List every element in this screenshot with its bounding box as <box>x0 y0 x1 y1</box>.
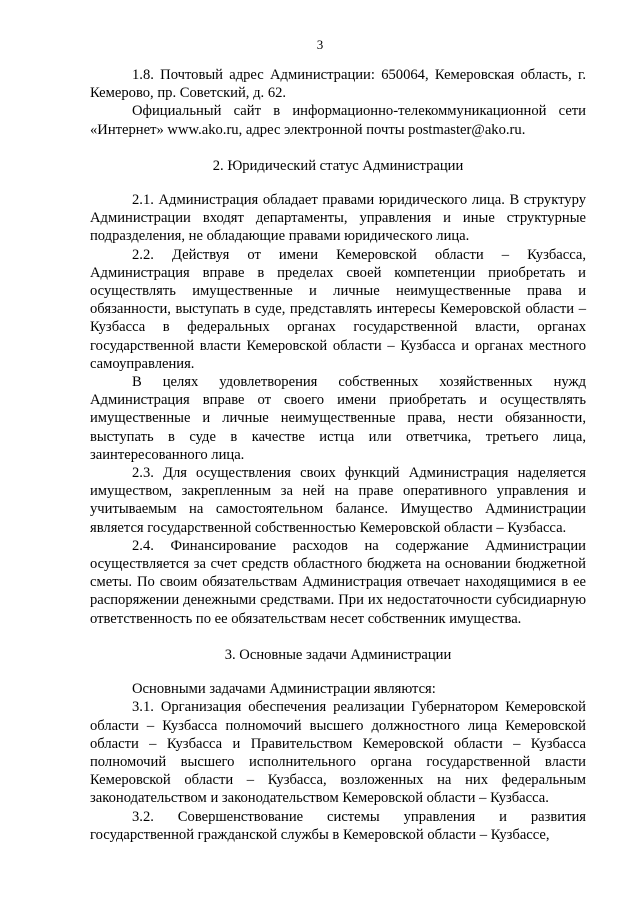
paragraph-website: Официальный сайт в информационно-телекоммуникационной сети «Интернет» www.ako.ru, адрес электронной почты postmaster@ako.ru. <box>90 103 586 138</box>
paragraph-2-3: 2.3. Для осуществления своих функций Администрация наделяется имуществом, закрепленным за ней на праве оперативного управления и учитываемым на самостоятельном балансе. Имущество Администрации является государственной собственностью Кемеровской области – Кузбасса. <box>90 465 586 536</box>
section-heading-main-tasks: 3. Основные задачи Администрации <box>224 646 452 663</box>
page-number: 3 <box>316 37 324 52</box>
paragraph-2-4: 2.4. Финансирование расходов на содержание Администрации осуществляется за счет средств областного бюджета на основании бюджетной сметы. По своим обязательствам Администрация отвечает находящимися в ее распоряжении денежными средствами. При их недостаточности субсидиарную ответственность по ее обязательствам несет собственник имущества. <box>90 537 586 627</box>
paragraph-2-2: 2.2. Действуя от имени Кемеровской области – Кузбасса, Администрация вправе в пределах своей компетенции приобретать и осуществлять имущественные и личные неимущественные права и обязанности, выступать в суде, представлять интересы Кемеровской области – Кузбасса в федеральных органах государственной власти, органах государственной власти Кемеровской области – Кузбасса и органах местного самоуправления. <box>90 246 586 372</box>
paragraph-3-2: 3.2. Совершенствование системы управления и развития государственной гражданской службы в Кемеровской области – Кузбассе, <box>90 808 586 843</box>
paragraph-tasks-intro: Основными задачами Администрации являются: <box>132 681 436 698</box>
paragraph-3-1: 3.1. Организация обеспечения реализации Губернатором Кемеровской области – Кузбасса полномочий высшего должностного лица Кемеровской области – Кузбасса и Правительством Кемеровской области – Кузбасса полномочий высшего исполнительного органа государственной власти Кемеровской области – Кузбасса, возложенных на них федеральным законодательством и законодательством Кемеровской области – Кузбасса. <box>90 699 586 807</box>
paragraph-2-2-cont: В целях удовлетворения собственных хозяйственных нужд Администрация вправе от своего имени приобретать и осуществлять имущественные и личные неимущественные права, нести обязанности, выступать в суде в качестве истца или ответчика, третьего лица, заинтересованного лица. <box>90 374 586 463</box>
section-heading-legal-status: 2. Юридический статус Администрации <box>212 157 464 174</box>
document-body <box>90 66 586 844</box>
paragraph-2-1: 2.1. Администрация обладает правами юридического лица. В структуру Администрации входят департаменты, управления и иные структурные подразделения, не обладающие правами юридического лица. <box>90 192 586 245</box>
paragraph-postal-address: 1.8. Почтовый адрес Администрации: 650064, Кемеровская область, г. Кемерово, пр. Советский, д. 62. <box>90 67 586 102</box>
